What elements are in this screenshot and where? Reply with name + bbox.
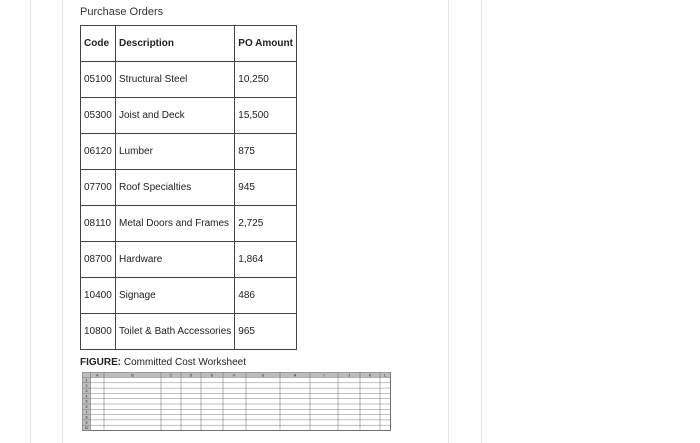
table-row: [81, 62, 297, 98]
worksheet-column-letter: F: [233, 373, 236, 378]
table-header-row: [81, 26, 297, 62]
page-border-left: [30, 0, 31, 443]
worksheet-column-letter: H: [293, 373, 297, 378]
table-row: [81, 206, 297, 242]
figure-label: FIGURE:: [80, 357, 122, 368]
cell-code: 06120: [81, 134, 116, 170]
cell-code: 08700: [81, 242, 116, 278]
purchase-orders-table: [80, 25, 297, 350]
document-content: [80, 6, 297, 369]
worksheet-frame: [83, 373, 391, 431]
cell-po-amount: 15,500: [235, 98, 297, 134]
cell-code: 05100: [81, 62, 116, 98]
cell-po-amount: 1,864: [235, 242, 297, 278]
worksheet-row-number: 7: [85, 410, 88, 415]
cell-description: Hardware: [116, 242, 235, 278]
worksheet-row-number: 10: [84, 426, 89, 431]
cell-code: 10400: [81, 278, 116, 314]
section-title: Purchase Orders: [80, 6, 164, 18]
cell-code: 08110: [81, 206, 116, 242]
worksheet-row-number: 2: [85, 383, 88, 388]
cell-po-amount: 486: [235, 278, 297, 314]
cell-po-amount: 2,725: [235, 206, 297, 242]
page-border-right: [481, 0, 482, 443]
table-row: [81, 242, 297, 278]
cell-description: Roof Specialties: [116, 170, 235, 206]
committed-cost-worksheet-image: [82, 372, 392, 432]
table-row: [81, 314, 297, 350]
worksheet-row-number: 8: [85, 415, 88, 420]
cell-po-amount: 875: [235, 134, 297, 170]
worksheet-column-letter: L: [384, 373, 387, 378]
cell-description: Lumber: [116, 134, 235, 170]
table-row: [81, 170, 297, 206]
worksheet-column-letter: B: [131, 373, 134, 378]
page-border-inner-left: [62, 0, 63, 443]
worksheet-column-letter: A: [96, 373, 99, 378]
page-border-inner-right: [448, 0, 449, 443]
cell-description: Signage: [116, 278, 235, 314]
header-po-amount: PO Amount: [235, 26, 297, 62]
header-description: Description: [116, 26, 235, 62]
worksheet-column-header-bar: [83, 373, 391, 378]
table-row: [81, 134, 297, 170]
worksheet-row-number: 3: [85, 389, 88, 394]
worksheet-column-letter: C: [169, 373, 173, 378]
cell-description: Joist and Deck: [116, 98, 235, 134]
cell-code: 07700: [81, 170, 116, 206]
cell-code: 10800: [81, 314, 116, 350]
cell-po-amount: 10,250: [235, 62, 297, 98]
cell-description: Metal Doors and Frames: [116, 206, 235, 242]
worksheet-column-letter: I: [323, 373, 325, 378]
worksheet-column-letter: G: [261, 373, 265, 378]
cell-po-amount: 965: [235, 314, 297, 350]
table-row: [81, 278, 297, 314]
worksheet-row-number: 4: [85, 394, 88, 399]
header-code: Code: [81, 26, 116, 62]
table-row: [81, 98, 297, 134]
worksheet-column-letter: K: [368, 373, 372, 378]
worksheet-column-letter: J: [348, 373, 350, 378]
worksheet-row-number: 1: [85, 378, 88, 383]
worksheet-row-number: 6: [85, 405, 88, 409]
cell-po-amount: 945: [235, 170, 297, 206]
worksheet-column-letter: D: [189, 373, 193, 378]
figure-caption: [80, 357, 297, 369]
cell-code: 05300: [81, 98, 116, 134]
worksheet-row-number: 9: [85, 420, 88, 425]
worksheet-row-number: 5: [85, 399, 88, 404]
cell-description: Toilet & Bath Accessories: [116, 314, 235, 350]
figure-caption-text: Committed Cost Worksheet: [123, 357, 246, 368]
cell-description: Structural Steel: [116, 62, 235, 98]
worksheet-column-letter: E: [210, 373, 214, 378]
